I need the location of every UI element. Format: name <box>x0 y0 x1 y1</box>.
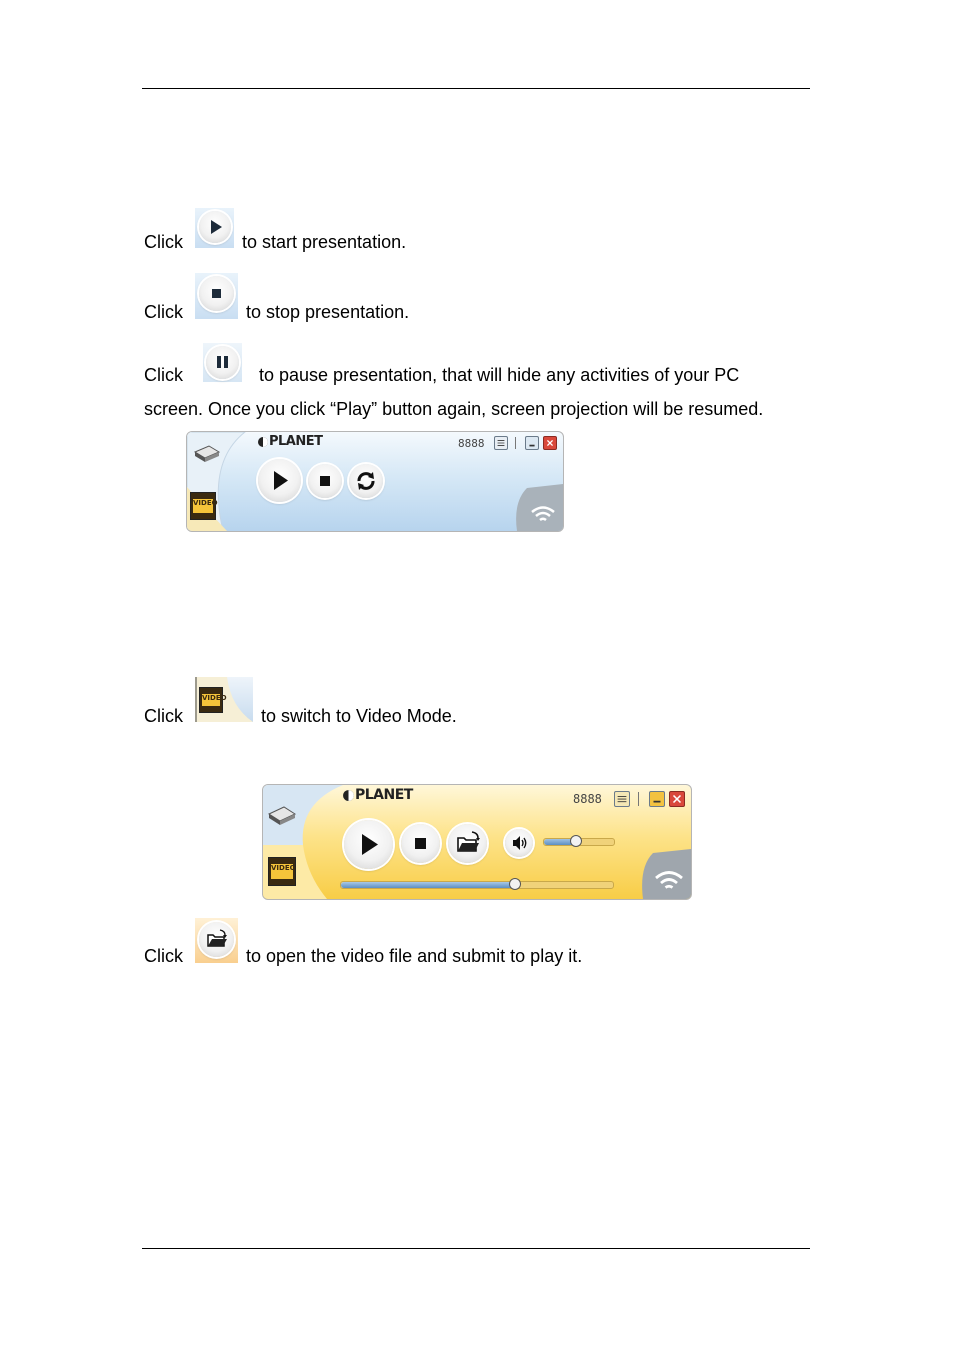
instruction-open-text: to open the video file and submit to play it. <box>246 946 583 966</box>
footer-rule <box>142 1248 810 1249</box>
close-icon[interactable] <box>669 791 685 807</box>
stop-icon <box>401 824 440 863</box>
projector-icon[interactable] <box>267 805 297 827</box>
brand-logo: PLANET <box>355 787 413 803</box>
progress-slider[interactable] <box>340 881 614 889</box>
instruction-start-text: to start presentation. <box>242 232 407 252</box>
play-button[interactable] <box>344 820 393 869</box>
presentation-mode-panel <box>186 431 564 532</box>
instruction-open <box>144 945 183 967</box>
volume-icon <box>505 829 533 857</box>
refresh-icon <box>349 464 383 498</box>
play-icon <box>258 459 301 502</box>
volume-slider-knob[interactable] <box>570 835 582 847</box>
volume-slider[interactable] <box>543 838 615 846</box>
video-mode-icon[interactable] <box>268 857 296 886</box>
open-file-button-sample <box>195 918 238 963</box>
session-counter: 8888 <box>458 437 485 450</box>
instruction-stop-text: to stop presentation. <box>246 302 410 322</box>
title-divider <box>638 792 639 806</box>
list-icon[interactable] <box>494 436 508 450</box>
instruction-start <box>144 231 183 253</box>
video-mode-icon: VIDEO <box>199 687 223 713</box>
play-button[interactable] <box>258 459 301 502</box>
play-button-sample <box>195 208 234 248</box>
click-word: Click <box>144 302 183 322</box>
brand-logo: PLANET <box>269 434 323 449</box>
close-icon[interactable] <box>543 436 557 450</box>
video-mode-panel <box>262 784 692 900</box>
planet-logo-icon <box>342 789 355 802</box>
video-mode-sample <box>195 677 253 722</box>
video-mode-icon[interactable] <box>190 492 216 520</box>
list-icon[interactable] <box>614 791 630 807</box>
pause-button-sample <box>203 343 242 382</box>
session-counter: 8888 <box>573 792 602 806</box>
volume-button[interactable] <box>505 829 533 857</box>
open-file-button[interactable] <box>448 824 487 863</box>
instruction-video-text: to switch to Video Mode. <box>261 706 457 726</box>
play-icon <box>199 211 231 243</box>
video-badge-label: VIDEO <box>193 499 213 513</box>
wifi-icon[interactable] <box>653 867 685 892</box>
click-word: Click <box>144 946 183 966</box>
click-word: Click <box>144 706 183 726</box>
stop-button-sample <box>195 273 238 319</box>
wifi-icon[interactable] <box>529 502 557 524</box>
instruction-pause-continued: screen. Once you click “Play” button again, screen projection will be resumed. <box>144 399 764 419</box>
header-rule <box>142 88 810 89</box>
open-folder-icon <box>199 922 234 957</box>
projector-icon[interactable] <box>193 444 221 464</box>
stop-button[interactable] <box>401 824 440 863</box>
minimize-icon[interactable] <box>649 791 665 807</box>
click-word: Click <box>144 232 183 252</box>
planet-logo-icon <box>257 436 269 448</box>
instruction-pause <box>144 364 183 386</box>
progress-slider-knob[interactable] <box>509 878 521 890</box>
stop-icon <box>308 464 342 498</box>
instruction-stop <box>144 301 183 323</box>
click-word: Click <box>144 365 183 385</box>
title-divider <box>515 437 516 449</box>
progress-slider-fill <box>341 882 515 888</box>
video-badge-label: VIDEO <box>271 864 293 879</box>
play-icon <box>344 820 393 869</box>
stop-button[interactable] <box>308 464 342 498</box>
instruction-pause-text: to pause presentation, that will hide any activities of your PC <box>259 365 740 385</box>
minimize-icon[interactable] <box>525 436 539 450</box>
stop-icon <box>199 276 234 311</box>
open-folder-icon <box>448 824 487 863</box>
pause-icon <box>206 346 239 379</box>
refresh-button[interactable] <box>349 464 383 498</box>
instruction-video <box>144 705 183 727</box>
